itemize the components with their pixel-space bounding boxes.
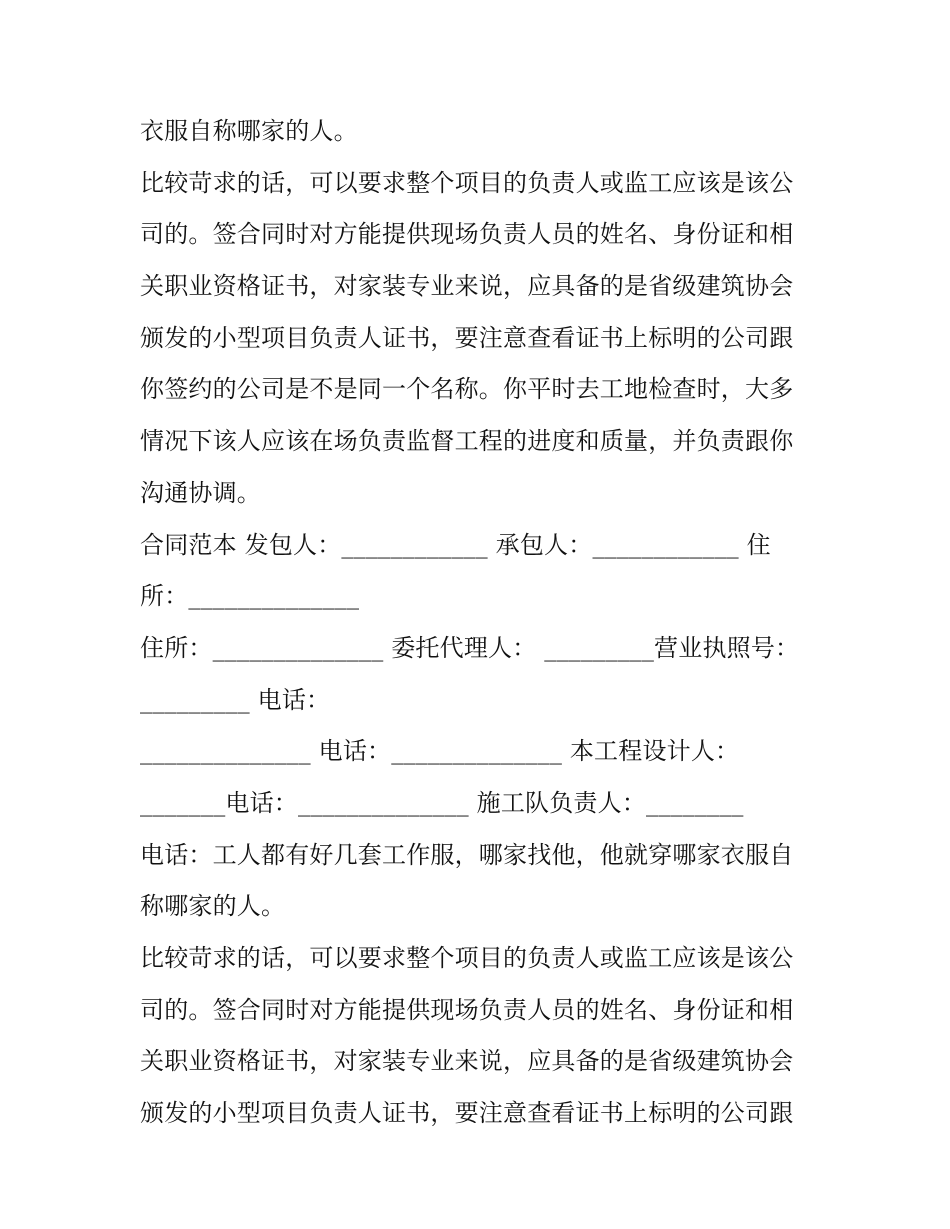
paragraph-workers-uniforms bbox=[140, 830, 820, 933]
text-line: 颁发的小型项目负责人证书，要注意查看证书上标明的公司跟 bbox=[140, 323, 794, 352]
paragraph-contract-template-agent bbox=[140, 623, 820, 726]
text-line: 称哪家的人。 bbox=[140, 892, 286, 921]
text-line: 关职业资格证书，对家装专业来说，应具备的是省级建筑协会 bbox=[140, 1047, 794, 1076]
text-line: 比较苛求的话，可以要求整个项目的负责人或监工应该是该公 bbox=[140, 168, 794, 197]
document-page bbox=[140, 106, 820, 1140]
paragraph-closing-fragment bbox=[140, 106, 820, 158]
text-line: 司的。签合同时对方能提供现场负责人员的姓名、身份证和相 bbox=[140, 995, 794, 1024]
text-line: 电话：工人都有好几套工作服，哪家找他，他就穿哪家衣服自 bbox=[140, 840, 794, 869]
text-line: _________ 电话： bbox=[140, 685, 331, 714]
text-line: 比较苛求的话，可以要求整个项目的负责人或监工应该是该公 bbox=[140, 944, 794, 972]
paragraph-supervisor-requirement bbox=[140, 158, 820, 520]
text-line: 合同范本 发包人：____________ 承包人：____________ 住 bbox=[140, 530, 771, 559]
text-line: 住所：______________ 委托代理人： _________营业执照号： bbox=[140, 633, 800, 662]
paragraph-supervisor-requirement-repeat bbox=[140, 933, 820, 1140]
text-line: 衣服自称哪家的人。 bbox=[140, 117, 358, 145]
text-line: 沟通协调。 bbox=[140, 478, 261, 507]
text-line: 情况下该人应该在场负责监督工程的进度和质量，并负责跟你 bbox=[140, 427, 794, 456]
text-line: _______电话：______________ 施工队负责人：________ bbox=[140, 788, 744, 817]
text-line: 你签约的公司是不是同一个名称。你平时去工地检查时，大多 bbox=[140, 375, 794, 404]
paragraph-contract-template-parties bbox=[140, 520, 820, 623]
text-line: 司的。签合同时对方能提供现场负责人员的姓名、身份证和相 bbox=[140, 220, 794, 249]
text-line: 颁发的小型项目负责人证书，要注意查看证书上标明的公司跟 bbox=[140, 1099, 794, 1128]
text-line: 关职业资格证书，对家装专业来说，应具备的是省级建筑协会 bbox=[140, 272, 794, 301]
paragraph-contract-template-designer bbox=[140, 726, 820, 829]
text-line: 所：______________ bbox=[140, 582, 360, 611]
text-line: ______________ 电话：______________ 本工程设计人： bbox=[140, 737, 740, 766]
